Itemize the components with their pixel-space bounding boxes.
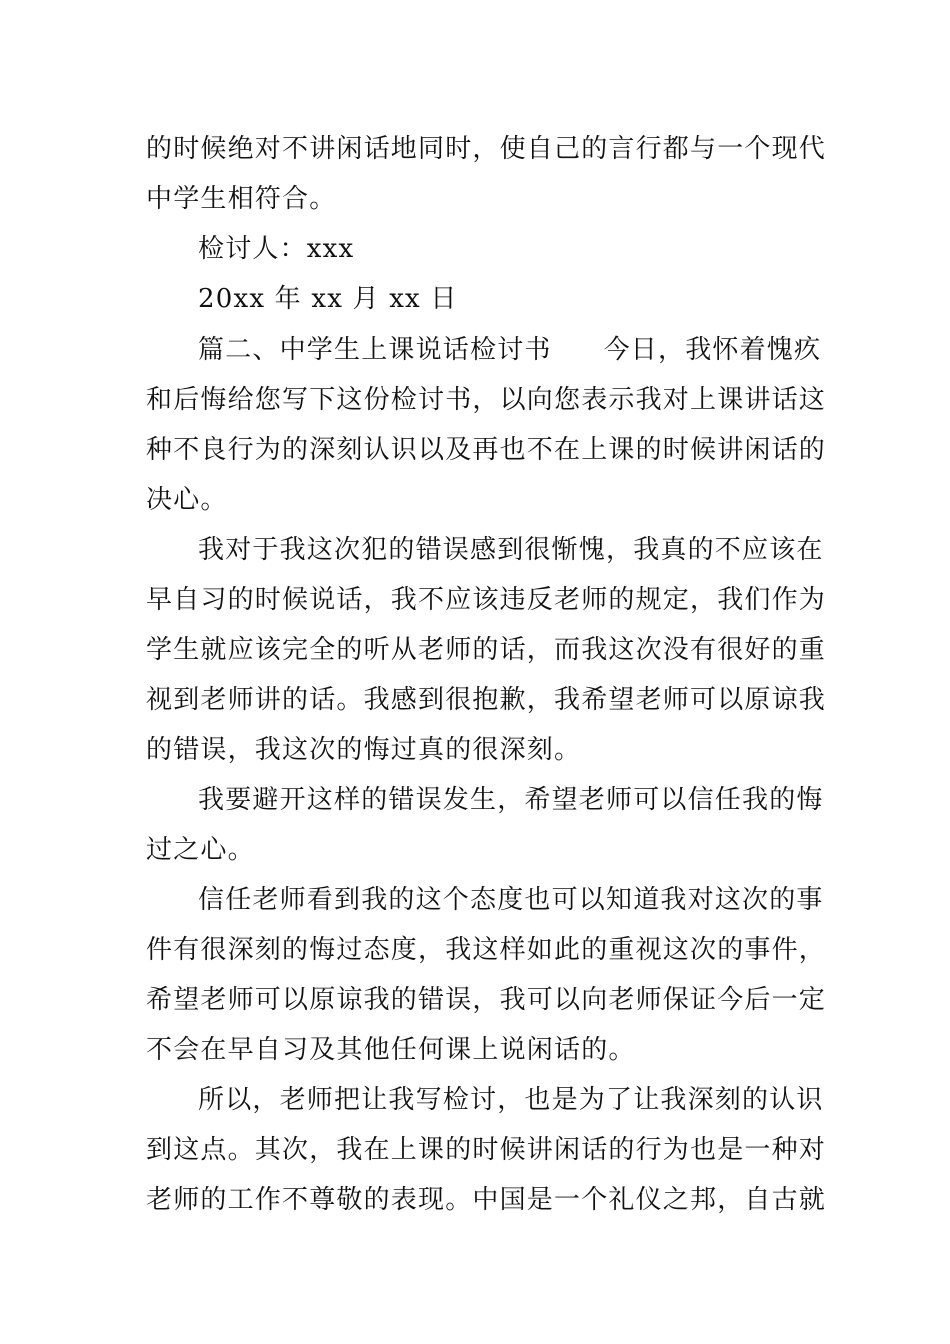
section-heading: 篇二、中学生上课说话检讨书	[198, 335, 552, 365]
text-line: 过之心。	[146, 835, 255, 865]
text-line: 学生就应该完全的听从老师的话，而我这次没有很好的重	[146, 635, 827, 665]
text-line: 决心。	[146, 485, 228, 515]
text-line: 的时候绝对不讲闲话地同时，使自己的言行都与一个现代	[146, 134, 827, 164]
text-line: 信任老师看到我的这个态度也可以知道我对这次的事	[198, 885, 824, 915]
paragraph-start: 今日，我怀着愧疚	[603, 335, 822, 365]
signature-line: 检讨人：xxx	[198, 234, 355, 264]
text-line: 到这点。其次，我在上课的时候讲闲话的行为也是一种对	[146, 1135, 827, 1165]
text-line: 中学生相符合。	[146, 184, 337, 214]
text-line: 种不良行为的深刻认识以及再也不在上课的时候讲闲话的	[146, 435, 827, 465]
text-line: 希望老师可以原谅我的错误，我可以向老师保证今后一定	[146, 985, 827, 1015]
text-line: 我要避开这样的错误发生，希望老师可以信任我的悔	[198, 785, 824, 815]
date-line: 20xx 年 xx 月 xx 日	[198, 284, 458, 314]
text-line: 不会在早自习及其他任何课上说闲话的。	[146, 1035, 636, 1065]
text-line: 早自习的时候说话，我不应该违反老师的规定，我们作为	[146, 585, 827, 615]
text-line: 所以，老师把让我写检讨，也是为了让我深刻的认识	[198, 1085, 824, 1115]
text-line: 视到老师讲的话。我感到很抱歉，我希望老师可以原谅我	[146, 685, 827, 715]
text-line: 和后悔给您写下这份检讨书，以向您表示我对上课讲话这	[146, 385, 827, 415]
text-line: 我对于我这次犯的错误感到很惭愧，我真的不应该在	[198, 535, 824, 565]
text-line: 件有很深刻的悔过态度，我这样如此的重视这次的事件，	[146, 935, 827, 965]
text-line: 的错误，我这次的悔过真的很深刻。	[146, 735, 582, 765]
section-heading-line	[198, 334, 868, 366]
text-line: 老师的工作不尊敬的表现。中国是一个礼仪之邦，自古就	[146, 1185, 827, 1215]
